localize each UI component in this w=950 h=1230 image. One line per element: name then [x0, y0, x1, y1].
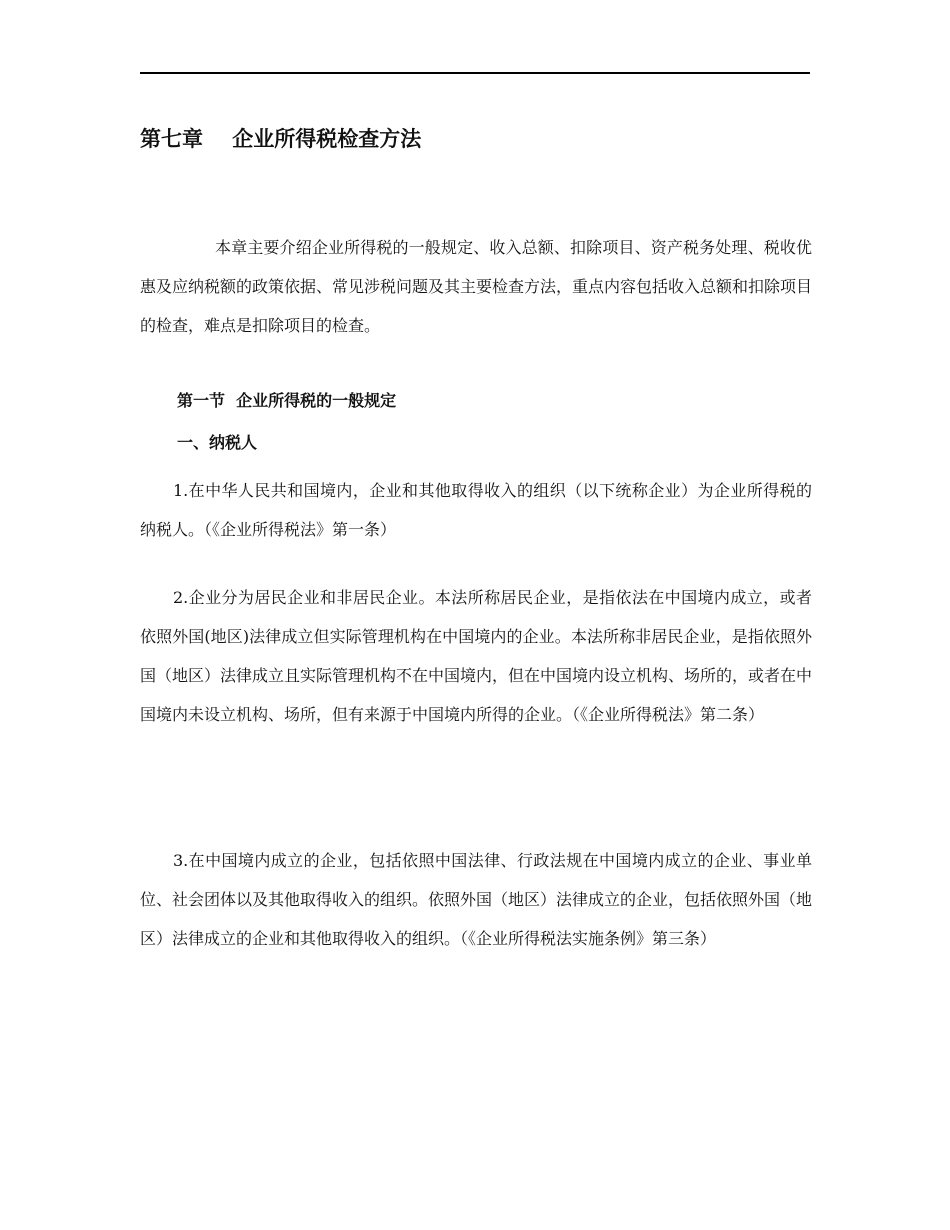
header-rule	[140, 72, 810, 74]
list-item: 3.在中国境内成立的企业，包括依照中国法律、行政法规在中国境内成立的企业、事业单位、社会团体以及其他取得收入的组织。依照外国（地区）法律成立的企业，包括依照外国（地区）法律成立的企业和其他取得收入的组织。（《企业所得税法实施条例》第三条）	[140, 851, 813, 948]
subsection-heading: 一、纳税人	[177, 433, 258, 452]
section-heading: 第一节 企业所得税的一般规定	[177, 391, 397, 410]
chapter-title: 第七章 企业所得税检查方法	[140, 127, 422, 151]
list-item: 1.在中华人民共和国境内，企业和其他取得收入的组织（以下统称企业）为企业所得税的纳税人。（《企业所得税法》第一条）	[140, 481, 812, 539]
intro-paragraph: 本章主要介绍企业所得税的一般规定、收入总额、扣除项目、资产税务处理、税收优惠及应纳税额的政策依据、常见涉税问题及其主要检查方法，重点内容包括收入总额和扣除项目的检查，难点是扣除项目的检查。	[140, 238, 813, 335]
list-item: 2.企业分为居民企业和非居民企业。本法所称居民企业，是指依法在中国境内成立，或者依照外国(地区)法律成立但实际管理机构在中国境内的企业。本法所称非居民企业，是指依照外国（地区）法律成立且实际管理机构不在中国境内，但在中国境内设立机构、场所的，或者在中国境内未设立机构、场所，但有来源于中国境内所得的企业。（《企业所得税法》第二条）	[140, 588, 813, 724]
